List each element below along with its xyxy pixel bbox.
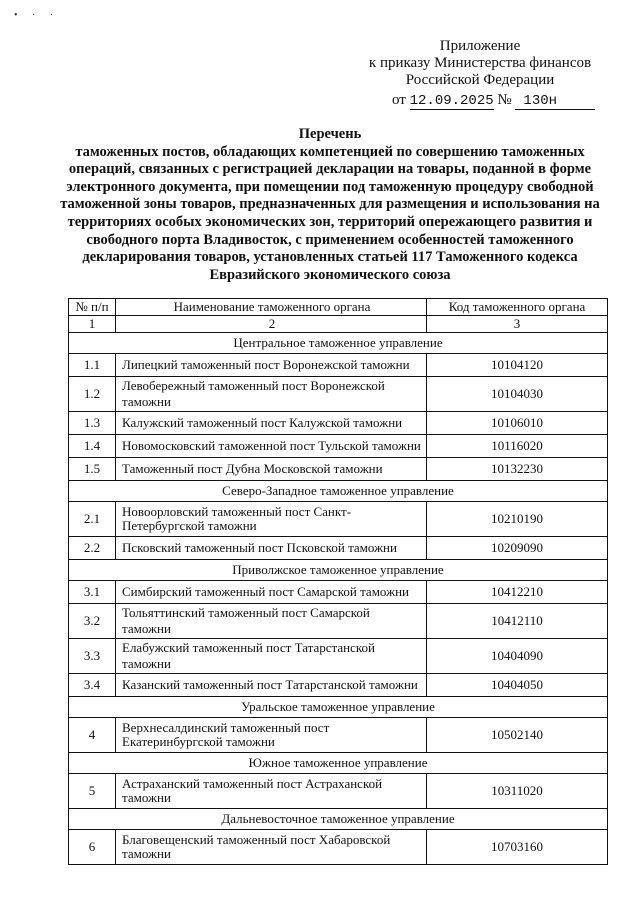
title-heading: Перечень [298,126,362,142]
customs-posts-table [68,298,608,865]
row-number: 3.4 [69,674,116,697]
table-row [69,502,608,537]
table-header-row [69,299,608,316]
table-row [69,674,608,697]
customs-post-name: Благовещенский таможенный пост Хабаровской таможни [116,830,427,865]
customs-code: 10104030 [427,377,608,412]
row-number: 4 [69,718,116,753]
row-number: 1.3 [69,412,116,435]
row-number: 5 [69,774,116,809]
row-number: 1.5 [69,458,116,481]
table-body [69,299,608,865]
table-row [69,354,608,377]
table-row [69,377,608,412]
section-row [69,333,608,354]
customs-code: 10412110 [427,604,608,639]
col-number-1: 1 [69,316,116,333]
customs-code: 10404050 [427,674,608,697]
customs-code: 10104120 [427,354,608,377]
table-row [69,830,608,865]
order-number: 130н [515,93,595,110]
header-name: Наименование таможенного органа [116,299,427,316]
row-number: 1.4 [69,435,116,458]
col-number-3: 3 [427,316,608,333]
row-number: 2.2 [69,537,116,560]
customs-post-name: Псковский таможенный пост Псковской таможни [116,537,427,560]
table-row [69,435,608,458]
section-row [69,697,608,718]
customs-post-name: Липецкий таможенный пост Воронежской таможни [116,354,427,377]
table-row [69,537,608,560]
customs-post-name: Казанский таможенный пост Татарстанской таможни [116,674,427,697]
section-name: Приволжское таможенное управление [69,560,608,581]
table-row [69,639,608,674]
section-name: Уральское таможенное управление [69,697,608,718]
row-number: 6 [69,830,116,865]
customs-code: 10404090 [427,639,608,674]
row-number: 2.1 [69,502,116,537]
customs-post-name: Верхнесалдинский таможенный пост Екатеринбургской таможни [116,718,427,753]
customs-post-name: Новоорловский таможенный пост Санкт-Петербургской таможни [116,502,427,537]
section-name: Южное таможенное управление [69,753,608,774]
section-row [69,809,608,830]
section-name: Дальневосточное таможенное управление [69,809,608,830]
customs-post-name: Калужский таможенный пост Калужской таможни [116,412,427,435]
column-number-row [69,316,608,333]
customs-post-name: Симбирский таможенный пост Самарской таможни [116,581,427,604]
table-row [69,718,608,753]
header-num: № п/п [69,299,116,316]
customs-code: 10210190 [427,502,608,537]
customs-post-name: Новомосковский таможенной пост Тульской таможни [116,435,427,458]
customs-post-name: Астраханский таможенный пост Астраханской таможни [116,774,427,809]
customs-code: 10106010 [427,412,608,435]
row-number: 3.1 [69,581,116,604]
customs-code: 10116020 [427,435,608,458]
appendix-line-1: Приложение [439,38,521,54]
appendix-line-3: Российской Федерации [405,72,555,88]
header-code: Код таможенного органа [427,299,608,316]
customs-code: 10412210 [427,581,608,604]
date-prefix: от [392,92,406,108]
section-row [69,560,608,581]
table-row [69,774,608,809]
table-row [69,412,608,435]
col-number-2: 2 [116,316,427,333]
row-number: 1.2 [69,377,116,412]
section-row [69,753,608,774]
customs-post-name: Левобережный таможенный пост Воронежской таможни [116,377,427,412]
section-name: Центральное таможенное управление [69,333,608,354]
section-row [69,481,608,502]
customs-post-name: Елабужский таможенный пост Татарстанской таможни [116,639,427,674]
row-number: 1.1 [69,354,116,377]
order-date-number [392,92,595,110]
customs-post-name: Таможенный пост Дубна Московской таможни [116,458,427,481]
number-sign: № [497,92,512,108]
customs-post-name: Тольяттинский таможенный пост Самарской таможни [116,604,427,639]
table-row [69,458,608,481]
table-row [69,604,608,639]
document-title [60,126,600,284]
title-body: таможенных постов, обладающих компетенцией по совершению таможенных операций, связанных с регистрацией декларации на товары, поданной в форме электронного документа, при помещении под таможенную процедуру свободной таможенной зоны товаров, предназначенных для размещения и использования на территориях особых экономических зон, территорий опережающего развития и свободного порта Владивосток, с применением особенностей таможенного декларирования товаров, установленных статьей 117 Таможенного кодекса Евразийского экономического союза [60,143,600,283]
customs-code: 10132230 [427,458,608,481]
customs-code: 10311020 [427,774,608,809]
customs-code: 10209090 [427,537,608,560]
section-name: Северо-Западное таможенное управление [69,481,608,502]
scan-artifact-dots: • · · [14,10,60,21]
customs-code: 10703160 [427,830,608,865]
appendix-line-2: к приказу Министерства финансов [368,55,592,71]
order-date: 12.09.2025 [409,93,494,109]
appendix-header [360,38,600,89]
customs-code: 10502140 [427,718,608,753]
row-number: 3.3 [69,639,116,674]
table-row [69,581,608,604]
row-number: 3.2 [69,604,116,639]
